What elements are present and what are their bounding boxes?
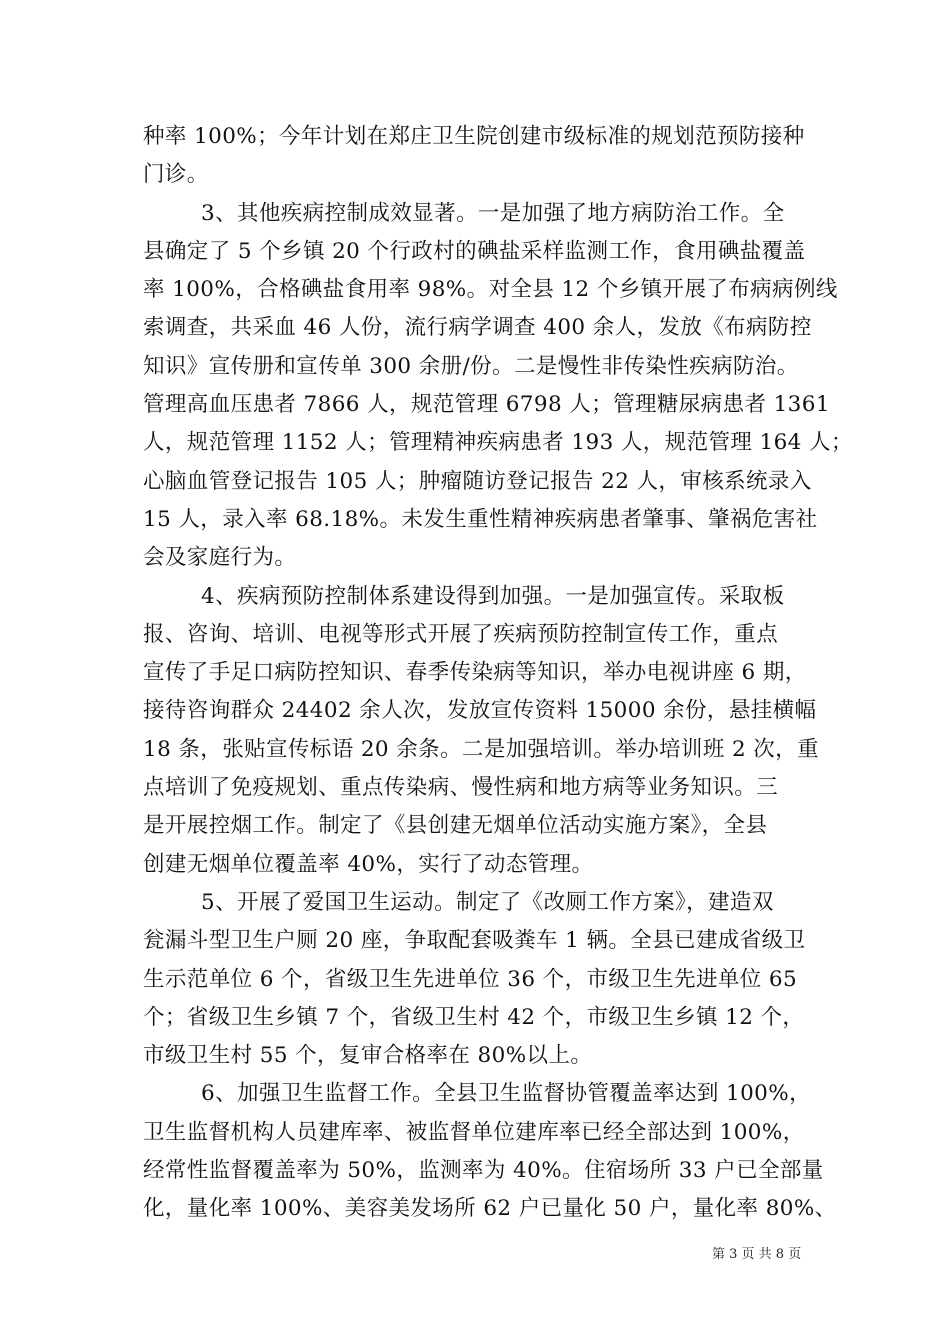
text-line: 经常性监督覆盖率为 50%，监测率为 40%。住宿场所 33 户已全部量 (143, 1158, 824, 1184)
text-line: 创建无烟单位覆盖率 40%，实行了动态管理。 (143, 851, 594, 877)
text-line: 是开展控烟工作。制定了《县创建无烟单位活动实施方案》，全县 (143, 813, 768, 839)
text-line: 管理高血压患者 7866 人，规范管理 6798 人；管理糖尿病患者 1361 (143, 392, 830, 418)
document-body (143, 118, 853, 1229)
text-line: 县确定了 5 个乡镇 20 个行政村的碘盐采样监测工作，食用碘盐覆盖 (143, 238, 806, 264)
text-line: 报、咨询、培训、电视等形式开展了疾病预防控制宣传工作，重点 (143, 621, 779, 647)
text-line: 18 条，张贴宣传标语 20 余条。二是加强培训。举办培训班 2 次，重 (143, 736, 819, 762)
paragraph-heading-6: 6、加强卫生监督工作。全县卫生监督协管覆盖率达到 100%， (201, 1081, 811, 1107)
text-line: 会及家庭行为。 (143, 545, 297, 571)
text-line: 接待咨询群众 24402 余人次，发放宣传资料 15000 余份，悬挂横幅 (143, 698, 817, 724)
text-line: 化，量化率 100%、美容美发场所 62 户已量化 50 户，量化率 80%、 (143, 1196, 837, 1222)
text-line: 市级卫生村 55 个，复审合格率在 80%以上。 (143, 1043, 593, 1069)
text-line: 率 100%，合格碘盐食用率 98%。对全县 12 个乡镇开展了布病病例线 (143, 277, 838, 303)
text-line: 门诊。 (143, 162, 209, 188)
text-line: 瓮漏斗型卫生户厕 20 座，争取配套吸粪车 1 辆。全县已建成省级卫 (143, 928, 806, 954)
text-line: 生示范单位 6 个，省级卫生先进单位 36 个，市级卫生先进单位 65 (143, 966, 798, 992)
text-line: 人，规范管理 1152 人；管理精神疾病患者 193 人，规范管理 164 人； (143, 430, 853, 456)
text-line: 索调查，共采血 46 人份，流行病学调查 400 余人，发放《布病防控 (143, 315, 812, 341)
text-line: 15 人，录入率 68.18%。未发生重性精神疾病患者肇事、肇祸危害社 (143, 506, 818, 532)
text-line: 个；省级卫生乡镇 7 个，省级卫生村 42 个，市级卫生乡镇 12 个， (143, 1004, 805, 1030)
text-line: 种率 100%；今年计划在郑庄卫生院创建市级标准的规划范预防接种 (143, 124, 805, 149)
paragraph-heading-3: 3、其他疾病控制成效显著。一是加强了地方病防治工作。全 (201, 200, 785, 226)
text-line: 心脑血管登记报告 105 人；肿瘤随访登记报告 22 人，审核系统录入 (143, 468, 812, 494)
text-line: 点培训了免疫规划、重点传染病、慢性病和地方病等业务知识。三 (143, 775, 779, 801)
paragraph-heading-5: 5、开展了爱国卫生运动。制定了《改厕工作方案》，建造双 (201, 889, 774, 915)
text-line: 知识》宣传册和宣传单 300 余册/份。二是慢性非传染性疾病防治。 (143, 353, 799, 379)
text-line: 宣传了手足口病防控知识、春季传染病等知识，举办电视讲座 6 期， (143, 660, 807, 686)
text-line: 卫生监督机构人员建库率、被监督单位建库率已经全部达到 100%， (143, 1119, 805, 1145)
page-number-footer: 第 3 页 共 8 页 (712, 1247, 802, 1262)
paragraph-heading-4: 4、疾病预防控制体系建设得到加强。一是加强宣传。采取板 (201, 583, 785, 609)
